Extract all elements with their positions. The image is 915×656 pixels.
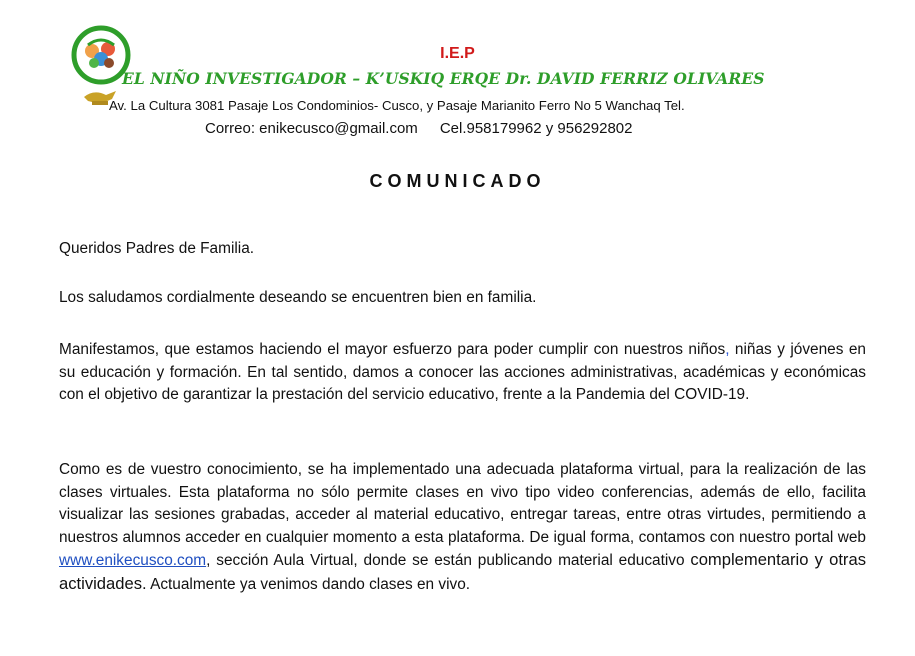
manifest-text-a: Manifestamos, que estamos haciendo el mayor esfuerzo para poder cumplir con nuestros niños <box>59 341 726 358</box>
virtual-text-b: , sección Aula Virtual, donde se están publicando material educativo <box>206 552 691 569</box>
website-link[interactable]: www.enikecusco.com <box>59 552 207 569</box>
virtual-platform-paragraph <box>59 459 866 596</box>
greeting-paragraph: Queridos Padres de Familia. <box>59 240 255 257</box>
virtual-text-a: Como es de vuestro conocimiento, se ha implementado una adecuada plataforma virtual, para la realización de las clases virtuales. Esta plataforma no sólo permite clases en vivo tipo video conferencias, además de ello, facilita visualizar las sesiones grabadas, acceder al material educativo, entregar tareas, entre otras virtudes, permitiendo a nuestros alumnos acceder en cualquier momento a esta plataforma. De igual forma, contamos con nuestro portal web <box>59 461 866 546</box>
header-iep: I.E.P <box>440 45 475 62</box>
salute-paragraph: Los saludamos cordialmente deseando se encuentren bien en familia. <box>59 289 537 306</box>
document-title: COMUNICADO <box>369 171 546 191</box>
school-name: EL NIÑO INVESTIGADOR – K’USKIQ ERQE Dr. DAVID FERRIZ OLIVARES <box>122 69 765 88</box>
manifest-text-b: niñas y jóvenes en su educación y formación. En tal sentido, damos a conocer las acciones administrativas, académicas y económicas con el objetivo de garantizar la prestación del servicio educativo, frente a la Pandemia del COVID-19. <box>59 341 866 403</box>
phone-line: Cel.958179962 y 956292802 <box>439 120 633 137</box>
school-address: Av. La Cultura 3081 Pasaje Los Condominios- Cusco, y Pasaje Marianito Ferro No 5 Wanchaq Tel. <box>109 98 685 113</box>
manifest-paragraph <box>59 339 866 407</box>
manifest-comma: , <box>725 341 730 358</box>
school-contact <box>205 120 632 137</box>
virtual-text-c: complementario y otras actividades. <box>59 550 866 593</box>
virtual-text-d: Actualmente ya venimos dando clases en vivo. <box>146 575 471 593</box>
email-line: Correo: enikecusco@gmail.com <box>205 120 418 137</box>
